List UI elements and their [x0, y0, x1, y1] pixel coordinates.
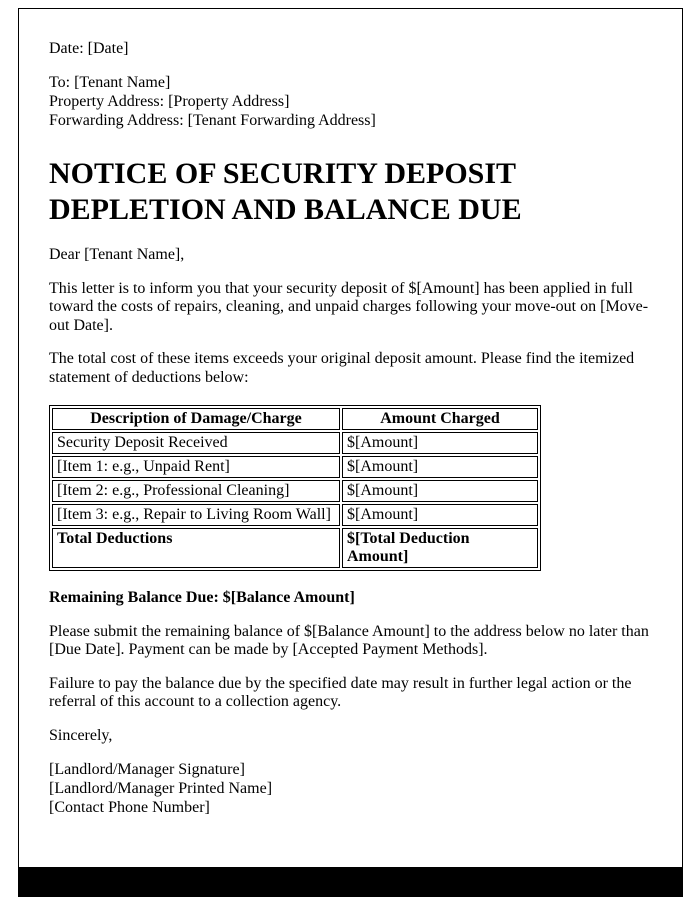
cell-amount: $[Amount] [342, 504, 538, 526]
paragraph-deposit-applied: This letter is to inform you that your security deposit of $[Amount] has been applied in full toward the costs of repairs, cleaning, and unpaid charges following your move-out on [Move-out Date]. [49, 279, 649, 334]
cell-description: [Item 1: e.g., Unpaid Rent] [52, 456, 340, 478]
cell-description: [Item 3: e.g., Repair to Living Room Wall] [52, 504, 340, 526]
cell-amount: $[Amount] [342, 432, 538, 454]
paragraph-itemized-intro: The total cost of these items exceeds your original deposit amount. Please find the itemized statement of deductions below: [49, 350, 635, 386]
paragraph-payment-instructions: Please submit the remaining balance of $[Balance Amount] to the address below no later than [Due Date]. Payment can be made by [Accepted Payment Methods]. [49, 622, 649, 658]
table-row [52, 456, 538, 478]
balance-due-line: Remaining Balance Due: $[Balance Amount] [49, 589, 355, 606]
total-deductions-amount: $[Total Deduction Amount] [342, 528, 538, 568]
total-deductions-label: Total Deductions [52, 528, 340, 568]
date-line: Date: [Date] [49, 40, 129, 57]
table-header-amount: Amount Charged [342, 408, 538, 430]
recipient-forwarding-address: Forwarding Address: [Tenant Forwarding Address] [49, 112, 376, 129]
table-header-row [52, 408, 538, 430]
recipient-to: To: [Tenant Name] [49, 74, 171, 91]
table-header-description: Description of Damage/Charge [52, 408, 340, 430]
closing: Sincerely, [49, 726, 113, 744]
recipient-block [49, 73, 652, 130]
cell-amount: $[Amount] [342, 480, 538, 502]
cell-description: [Item 2: e.g., Professional Cleaning] [52, 480, 340, 502]
bottom-black-bar [18, 867, 683, 897]
table-row [52, 504, 538, 526]
paragraph-legal-warning: Failure to pay the balance due by the specified date may result in further legal action or the referral of this account to a collection agency. [49, 674, 632, 710]
signature-line-signature: [Landlord/Manager Signature] [49, 761, 245, 778]
table-row [52, 432, 538, 454]
cell-amount: $[Amount] [342, 456, 538, 478]
signature-block [49, 760, 652, 817]
salutation: Dear [Tenant Name], [49, 246, 185, 263]
signature-line-printed-name: [Landlord/Manager Printed Name] [49, 780, 273, 797]
recipient-property-address: Property Address: [Property Address] [49, 93, 290, 110]
table-row [52, 480, 538, 502]
deductions-table [49, 405, 541, 571]
signature-line-phone: [Contact Phone Number] [49, 799, 210, 816]
table-total-row [52, 528, 538, 568]
cell-description: Security Deposit Received [52, 432, 340, 454]
letter-title: NOTICE OF SECURITY DEPOSIT DEPLETION AND BALANCE DUE [49, 157, 522, 226]
letter-page [18, 8, 683, 897]
